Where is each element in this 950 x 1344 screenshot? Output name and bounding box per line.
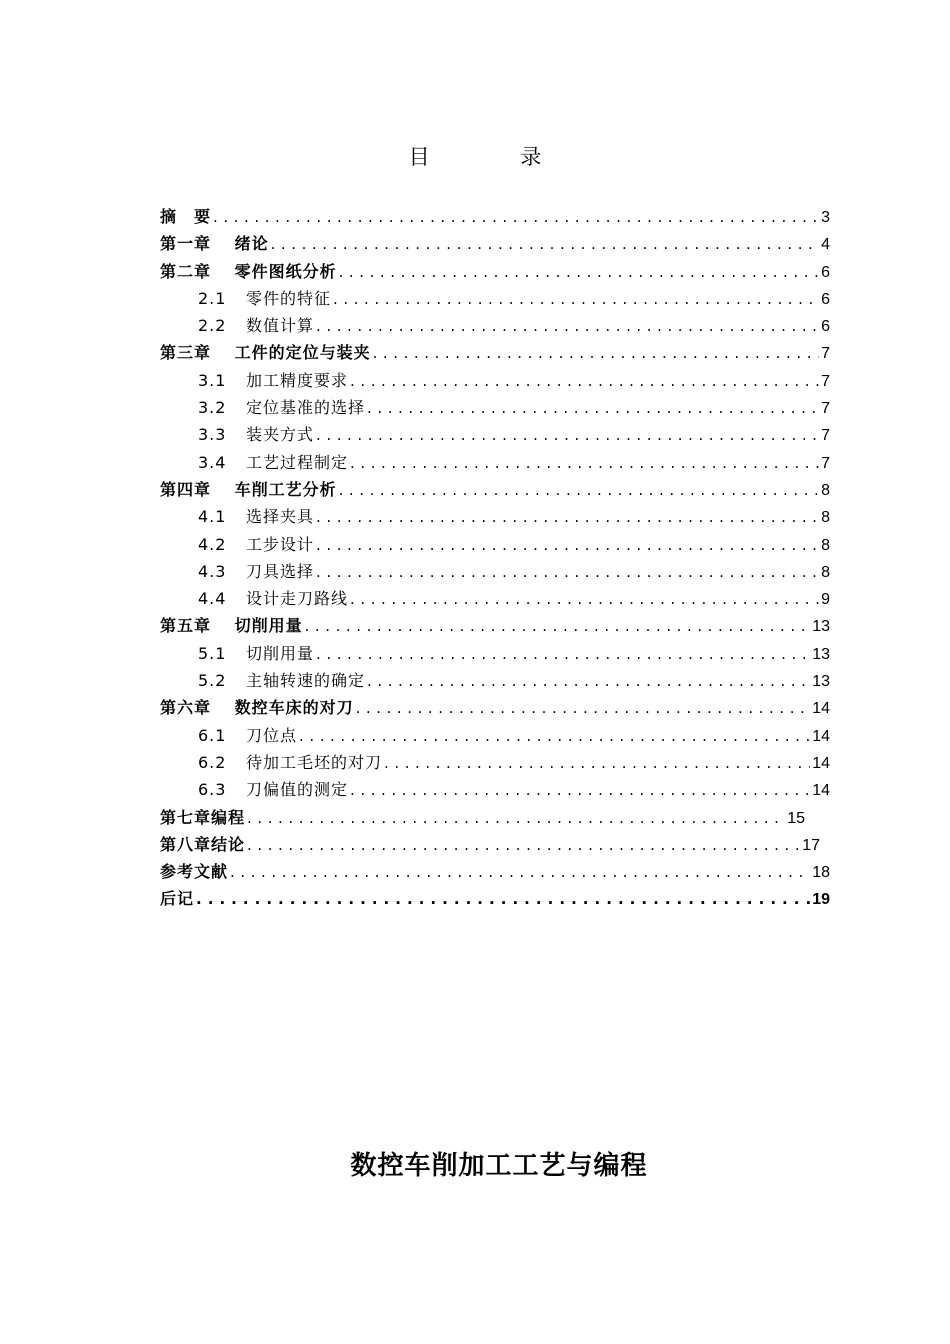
toc-entry-page: 7 [821,427,830,445]
toc-entry-number: 5.1 [198,643,227,663]
toc-entry-label: 加工精度要求 [246,370,349,390]
toc-entry-number: 4.1 [198,507,227,527]
toc-entry-page: 13 [812,618,830,636]
toc-entry[interactable] [160,258,830,285]
toc-entry-label: 后记 [160,889,195,909]
toc-dot-leader [356,695,811,722]
toc-dot-leader [247,832,800,859]
toc-dot-leader [316,532,819,559]
toc-entry-number: 6.1 [198,725,227,745]
toc-entry-label: 主轴转速的确定 [246,671,366,691]
toc-entry-page: 3 [821,209,830,226]
toc-dot-leader [230,859,810,886]
toc-entry-page: 18 [812,864,830,882]
toc-entry[interactable] [160,694,830,721]
toc-entry[interactable] [160,667,830,694]
toc-dot-leader [333,286,819,313]
toc-entry-label: 第一章 绪论 [160,234,269,254]
toc-dot-leader [316,313,819,340]
toc-entry-label: 第八章结论 [160,834,246,854]
toc-entry-page: 6 [821,318,830,336]
toc-entry[interactable] [160,339,830,366]
toc-entry[interactable] [160,503,830,530]
toc-entry-page: 13 [812,645,830,663]
toc-entry-page: 7 [821,454,830,472]
toc-dot-leader [271,231,820,258]
toc-entry-label: 第五章 切削用量 [160,616,303,636]
toc-entry-page: 6 [821,290,830,308]
toc-entry[interactable] [160,831,820,858]
toc-entry-label: 摘 要 [160,207,212,226]
toc-dot-leader [196,886,810,913]
toc-entry-label: 第三章 工件的定位与装夹 [160,343,371,363]
toc-entry[interactable] [160,367,830,394]
toc-entry[interactable] [160,394,830,421]
toc-entry-page: 7 [821,372,830,390]
toc-entry-label: 刀具选择 [246,561,315,581]
toc-entry[interactable] [160,449,830,476]
toc-entry-page: 17 [802,836,820,854]
toc-dot-leader [305,613,811,640]
toc-entry-page: 7 [821,400,830,418]
toc-entry-page: 14 [812,782,830,800]
toc-dot-leader [316,641,810,668]
toc-entry-page: 14 [812,727,830,745]
toc-entry-label: 第四章 车削工艺分析 [160,479,337,499]
toc-entry-page: 7 [821,345,830,363]
toc-entry[interactable] [160,476,830,503]
toc-entry-label: 工步设计 [246,534,315,554]
toc-dot-leader [316,559,819,586]
toc-dot-leader [247,805,785,832]
toc-title: 目 录 [408,145,584,169]
toc-dot-leader [373,340,820,367]
toc-entry-label: 刀位点 [246,725,298,745]
toc-entry-number: 4.2 [198,534,227,554]
toc-entry-page: 19 [812,891,830,909]
toc-entry-label: 设计走刀路线 [246,589,349,609]
toc-entry[interactable] [160,804,805,831]
toc-entry-number: 4.3 [198,561,227,581]
toc-dot-leader [367,668,810,695]
toc-entry[interactable] [160,421,830,448]
toc-dot-leader [339,259,820,286]
toc-entry-label: 选择夹具 [246,507,315,527]
toc-entry-page: 9 [821,591,830,609]
toc-dot-leader [350,450,819,477]
toc-entry-page: 4 [821,236,830,254]
toc-entry-label: 定位基准的选择 [246,398,366,418]
toc-entry-number: 2.1 [198,288,227,308]
toc-entry-label: 第六章 数控车床的对刀 [160,698,354,718]
toc-entry-label: 待加工毛坯的对刀 [246,752,383,772]
toc-entry-page: 8 [821,536,830,554]
toc-entry[interactable] [160,640,830,667]
toc-entry-page: 8 [821,481,830,499]
toc-dot-leader [384,750,810,777]
toc-entry-number: 3.4 [198,452,227,472]
toc-entry[interactable] [160,285,830,312]
toc-entry[interactable] [160,203,830,230]
toc-entry-label: 第二章 零件图纸分析 [160,261,337,281]
toc-entry[interactable] [160,858,830,885]
toc-dot-leader [339,477,820,504]
toc-entry-page: 15 [787,809,805,827]
toc-entry-number: 3.1 [198,370,227,390]
toc-entry-number: 2.2 [198,316,227,336]
toc-entry-label: 第七章编程 [160,807,246,827]
toc-dot-leader [350,586,819,613]
toc-dot-leader [316,422,819,449]
toc-entry[interactable] [160,312,830,339]
toc-entry[interactable] [160,585,830,612]
toc-entry-label: 装夹方式 [246,425,315,445]
toc-entry-page: 6 [821,263,830,281]
toc-entry-label: 切削用量 [246,643,315,663]
toc-dot-leader [350,777,810,804]
table-of-contents [160,203,830,913]
toc-entry-label: 零件的特征 [246,288,332,308]
toc-entry-page: 14 [812,754,830,772]
toc-entry[interactable] [160,749,830,776]
toc-entry[interactable] [160,230,830,257]
toc-entry[interactable] [160,885,830,912]
toc-entry-label: 参考文献 [160,862,229,882]
toc-entry-number: 5.2 [198,671,227,691]
toc-entry-number: 3.2 [198,398,227,418]
document-heading: 数控车削加工工艺与编程 [350,1151,648,1181]
toc-dot-leader [299,723,810,750]
toc-entry-page: 13 [812,673,830,691]
toc-dot-leader [350,368,819,395]
toc-entry-page: 14 [812,700,830,718]
toc-entry-number: 6.3 [198,780,227,800]
toc-entry-number: 6.2 [198,752,227,772]
toc-entry[interactable] [160,722,830,749]
toc-entry[interactable] [160,558,830,585]
toc-entry[interactable] [160,531,830,558]
toc-dot-leader [367,395,819,422]
toc-entry[interactable] [160,612,830,639]
toc-entry-page: 8 [821,563,830,581]
toc-entry-number: 4.4 [198,589,227,609]
toc-entry-page: 8 [821,509,830,527]
toc-entry-label: 数值计算 [246,316,315,336]
toc-entry[interactable] [160,776,830,803]
toc-entry-number: 3.3 [198,425,227,445]
toc-entry-label: 工艺过程制定 [246,452,349,472]
toc-dot-leader [316,504,819,531]
toc-entry-label: 刀偏值的测定 [246,780,349,800]
toc-dot-leader [213,204,819,231]
